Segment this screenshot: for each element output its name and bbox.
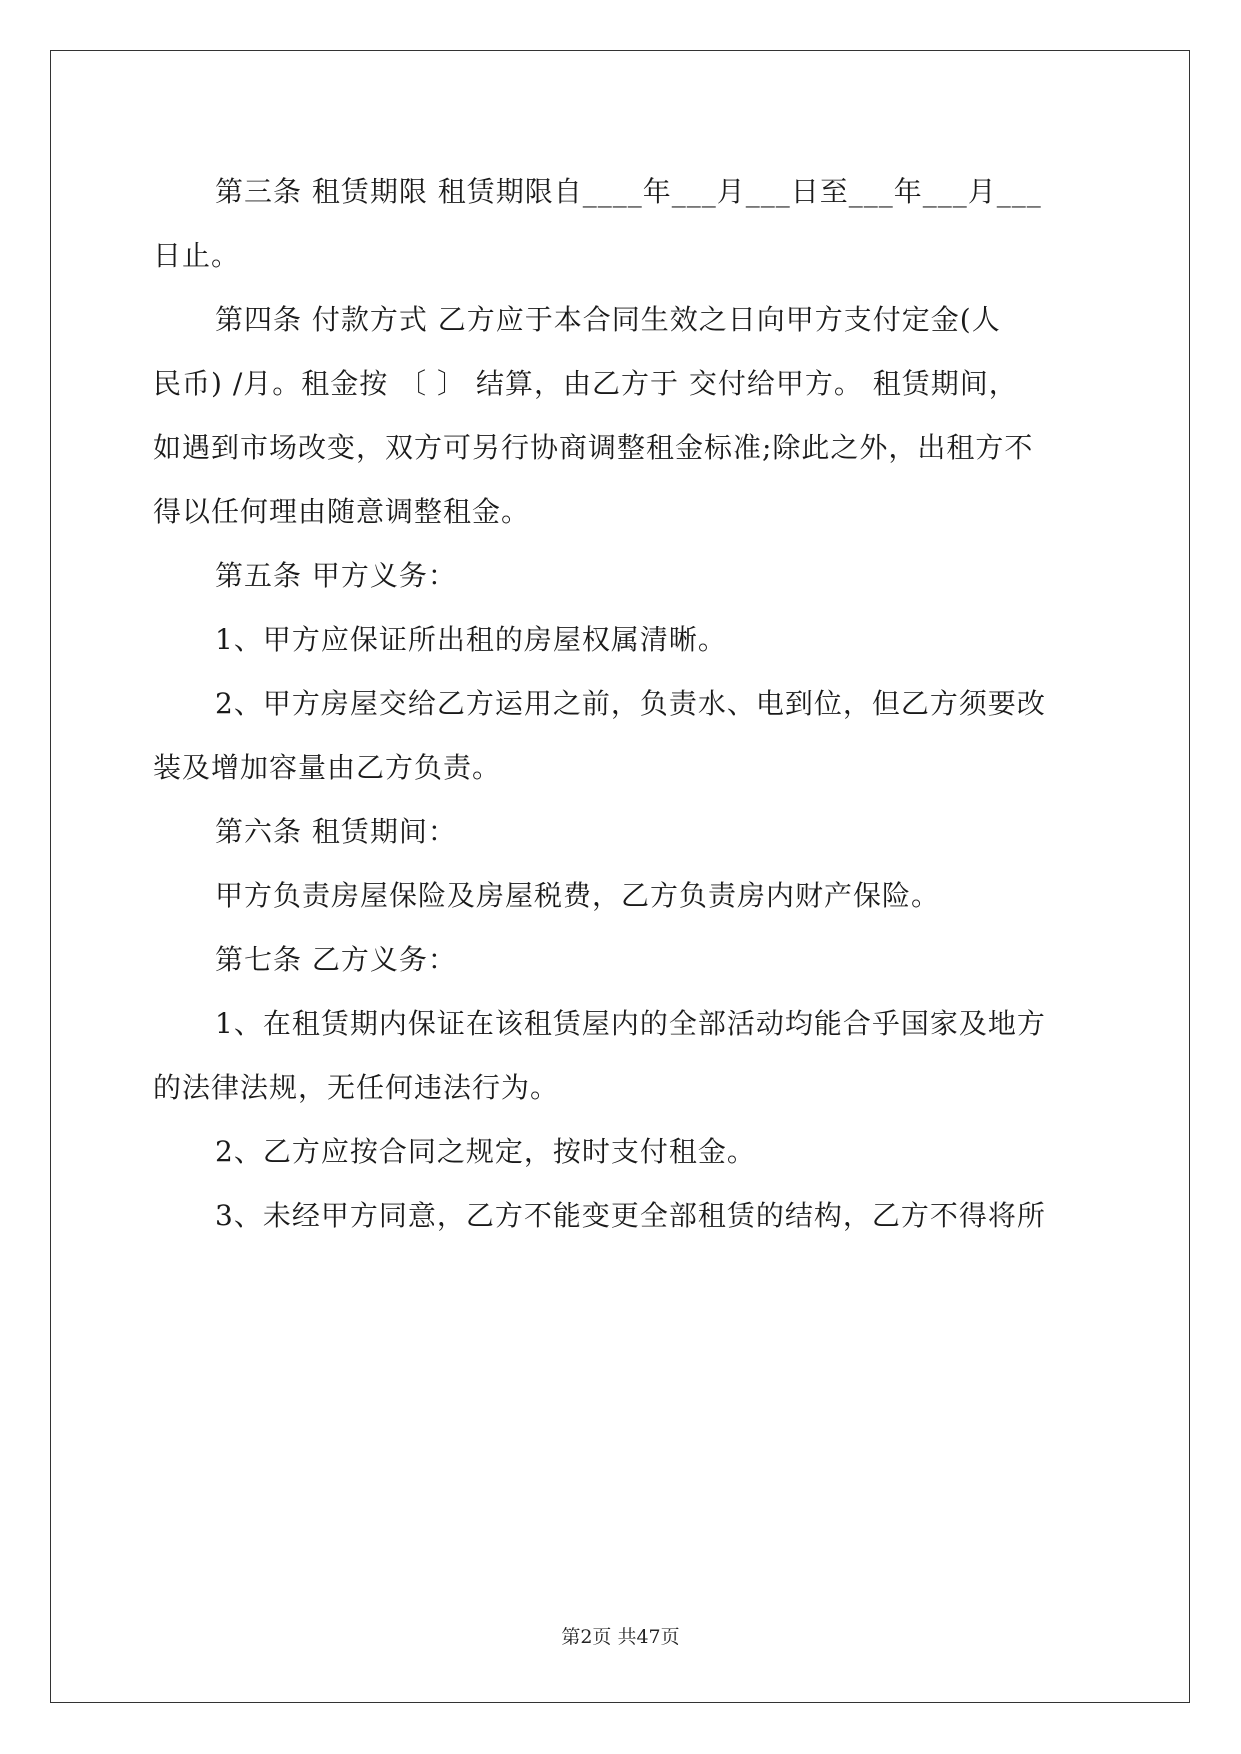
text-line: 第六条 租赁期间：	[215, 815, 457, 848]
text-line: 3、未经甲方同意，乙方不能变更全部租赁的结构，乙方不得将所	[215, 1199, 1046, 1232]
text-line: 第五条 甲方义务：	[215, 559, 457, 592]
text-line: 第七条 乙方义务：	[215, 943, 457, 976]
text-line: 1、甲方应保证所出租的房屋权属清晰。	[215, 623, 727, 656]
text-line: 第四条 付款方式 乙方应于本合同生效之日向甲方支付定金(人	[215, 303, 1001, 336]
text-line: 1、在租赁期内保证在该租赁屋内的全部活动均能合乎国家及地方	[215, 1007, 1046, 1040]
text-line: 甲方负责房屋保险及房屋税费，乙方负责房内财产保险。	[215, 879, 941, 912]
text-line: 的法律法规，无任何违法行为。	[153, 1071, 560, 1104]
text-line: 2、乙方应按合同之规定，按时支付租金。	[215, 1135, 756, 1168]
page-number-footer: 第2页 共47页	[561, 1626, 680, 1648]
text-line: 2、甲方房屋交给乙方运用之前，负责水、电到位，但乙方须要改	[215, 687, 1046, 720]
document-body	[153, 160, 1088, 1248]
text-line: 得以任何理由随意调整租金。	[153, 495, 531, 528]
text-line: 民币) /月。租金按 〔 〕 结算，由乙方于 交付给甲方。 租赁期间，	[153, 367, 1018, 400]
text-line: 第三条 租赁期限 租赁期限自____年___月___日至___年___月___	[215, 175, 1042, 208]
text-line: 日止。	[153, 239, 241, 272]
text-line: 如遇到市场改变，双方可另行协商调整租金标准;除此之外，出租方不	[153, 431, 1034, 464]
text-line: 装及增加容量由乙方负责。	[153, 751, 502, 784]
